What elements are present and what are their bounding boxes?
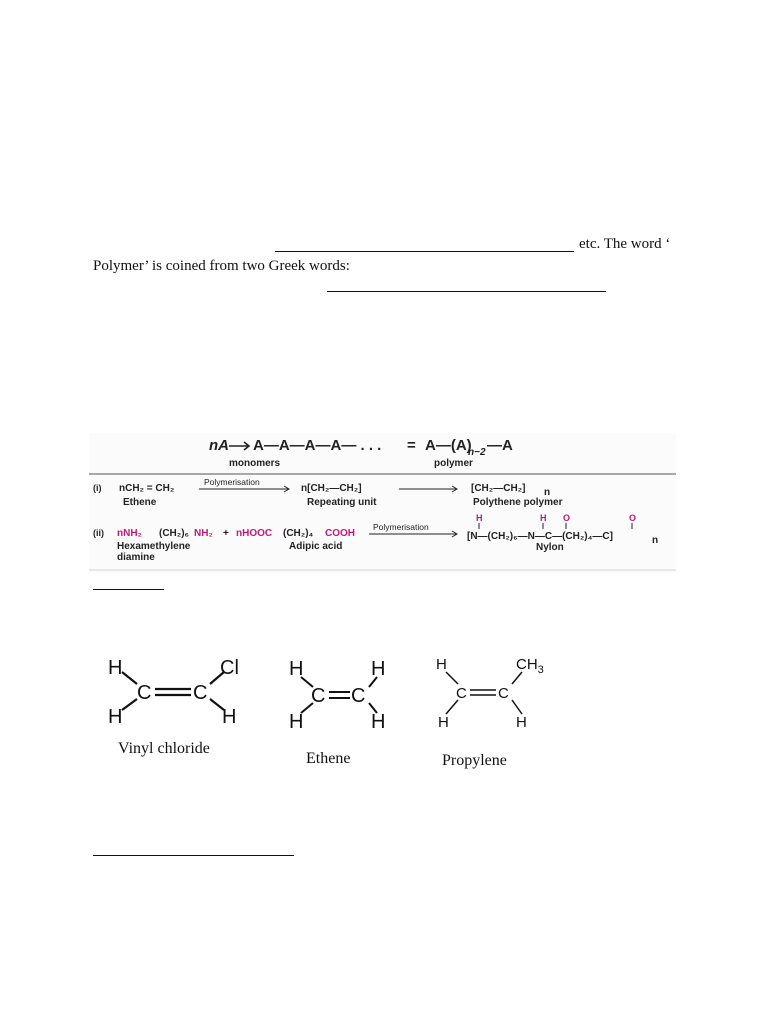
reaction-figure-svg — [89, 433, 676, 573]
r2-reactant1-c: NH₂ — [194, 528, 213, 539]
r2-O1: O — [563, 513, 571, 523]
atom-h-bottom-right: H — [222, 706, 237, 728]
atom-c2: C — [193, 682, 208, 704]
atom-c1: C — [456, 685, 467, 702]
r1-reactant: nCH₂ = CH₂ — [119, 483, 175, 494]
r2-index: (ii) — [93, 528, 104, 538]
atom-ch3-subscript: 3 — [537, 664, 544, 676]
fill-blank-3 — [93, 589, 164, 590]
general-eq: = — [407, 437, 416, 454]
r2-plus: + — [223, 528, 229, 539]
r2-reactant1-name-a: Hexamethylene — [117, 541, 191, 552]
r2-reactant1-b: (CH₂)₆ — [159, 528, 190, 539]
r2-reactant2-a: nHOOC — [236, 528, 273, 539]
r2-O2: O — [629, 513, 637, 523]
caption-ethene: Ethene — [306, 750, 351, 767]
atom-c2: C — [498, 685, 509, 702]
r1-arrow-label: Polymerisation — [204, 477, 260, 487]
r2-product: [N—(CH₂)₆—N—C—(CH₂)₄—C] — [467, 531, 613, 542]
atom-ch3: $CH_3$ — [516, 656, 544, 676]
atom-h-top-left: H — [289, 658, 304, 680]
r2-reactant2-name: Adipic acid — [289, 541, 343, 552]
r1-reactant-name: Ethene — [123, 497, 157, 508]
atom-c2: C — [351, 685, 366, 707]
atom-h-bottom-right: H — [516, 714, 527, 731]
atom-h-top-left: H — [108, 657, 123, 679]
label-monomers: monomers — [229, 458, 281, 469]
general-right-sub: n−2 — [468, 447, 486, 458]
atom-h-bottom-left: H — [108, 706, 123, 728]
atom-h-bottom-left: H — [438, 714, 449, 731]
atom-h-bottom-left: H — [289, 711, 304, 733]
atom-h-top-left: H — [436, 656, 447, 673]
atom-h-bottom-right: H — [371, 711, 386, 733]
structure-vinyl-chloride — [100, 650, 260, 730]
atom-h-top-right: H — [371, 658, 386, 680]
vinyl-chloride-diagram — [100, 650, 260, 730]
r2-reactant1-a: nNH₂ — [117, 528, 142, 539]
atom-cl: Cl — [220, 657, 239, 679]
r2-product-n: n — [652, 535, 659, 546]
r2-H2: H — [540, 513, 547, 523]
r2-product-name: Nylon — [536, 542, 564, 553]
r2-reactant2-b: (CH₂)₄ — [283, 528, 314, 539]
fill-blank-2 — [327, 291, 606, 292]
ethene-diagram — [285, 655, 395, 735]
r2-H1: H — [476, 513, 483, 523]
fill-blank-1 — [275, 251, 574, 252]
line1-tail: etc. The word ‘ — [579, 236, 671, 252]
general-left: nA — [209, 437, 229, 454]
general-right-b: —A — [487, 437, 513, 454]
r1-product-name: Polythene polymer — [473, 497, 563, 508]
r1-repeat-name: Repeating unit — [307, 497, 377, 508]
general-chain: A—A—A—A— . . . — [253, 437, 382, 454]
caption-vinyl-chloride: Vinyl chloride — [118, 740, 210, 757]
line2-text: Polymer’ is coined from two Greek words: — [93, 258, 350, 274]
reaction-figure — [89, 433, 676, 573]
fill-blank-4 — [93, 855, 294, 856]
r2-arrow-label: Polymerisation — [373, 522, 429, 532]
r1-repeat: n[CH₂—CH₂] — [301, 483, 362, 494]
r1-index: (i) — [93, 483, 102, 493]
caption-propylene: Propylene — [442, 752, 507, 769]
propylene-diagram — [432, 652, 562, 734]
structure-ethene — [285, 655, 395, 735]
r1-product: [CH₂—CH₂] — [471, 483, 526, 494]
atom-c1: C — [311, 685, 326, 707]
r1-product-n: n — [544, 487, 551, 498]
general-right-a: A—(A) — [425, 437, 472, 454]
label-polymer: polymer — [434, 458, 473, 469]
structure-propylene — [432, 652, 562, 734]
r2-reactant1-name-b: diamine — [117, 552, 155, 563]
atom-c1: C — [137, 682, 152, 704]
r2-reactant2-c: COOH — [325, 528, 355, 539]
